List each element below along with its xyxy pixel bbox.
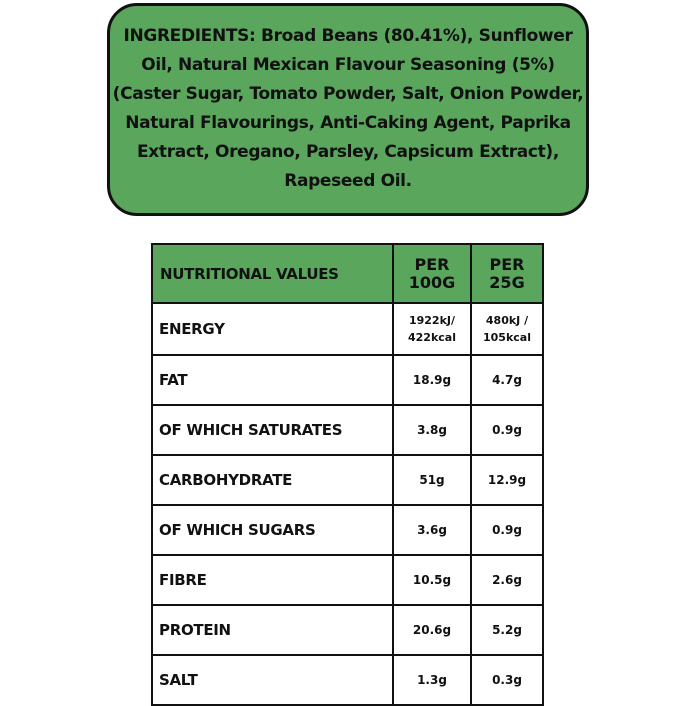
row-label: OF WHICH SUGARS bbox=[152, 505, 393, 555]
header-per-100g-line1: PER bbox=[414, 254, 450, 274]
value-per-25g: 0.9g bbox=[471, 505, 543, 555]
energy-per-100g bbox=[393, 303, 471, 355]
header-per-100g-line2: 100G bbox=[408, 272, 456, 292]
nutrition-header-row bbox=[152, 244, 543, 303]
value-per-25g: 0.9g bbox=[471, 405, 543, 455]
energy-per-100g-kcal: 422kcal bbox=[408, 331, 456, 344]
value-per-100g: 1.3g bbox=[393, 655, 471, 705]
row-label: CARBOHYDRATE bbox=[152, 455, 393, 505]
row-label: FIBRE bbox=[152, 555, 393, 605]
value-per-100g: 20.6g bbox=[393, 605, 471, 655]
value-per-25g: 5.2g bbox=[471, 605, 543, 655]
row-label: PROTEIN bbox=[152, 605, 393, 655]
energy-per-25g-kcal: 105kcal bbox=[483, 331, 531, 344]
table-row bbox=[152, 505, 543, 555]
value-per-25g: 4.7g bbox=[471, 355, 543, 405]
nutrition-table bbox=[151, 243, 544, 706]
header-per-100g bbox=[393, 244, 471, 303]
value-per-100g: 3.6g bbox=[393, 505, 471, 555]
table-row bbox=[152, 605, 543, 655]
header-per-25g-line1: PER bbox=[489, 254, 525, 274]
table-row bbox=[152, 303, 543, 355]
table-row bbox=[152, 405, 543, 455]
value-per-100g: 3.8g bbox=[393, 405, 471, 455]
row-label: ENERGY bbox=[152, 303, 393, 355]
ingredients-text: INGREDIENTS: Broad Beans (80.41%), Sunflower Oil, Natural Mexican Flavour Seasoning (5%) (Caster Sugar, Tomato Powder, Salt, Onion Powder, Natural Flavourings, Anti-Caking Agent, Paprika Extract, Oregano, Parsley, Capsicum Extract), Rapeseed Oil. bbox=[112, 25, 584, 191]
value-per-25g: 0.3g bbox=[471, 655, 543, 705]
energy-per-25g bbox=[471, 303, 543, 355]
energy-per-100g-kj: 1922kJ/ bbox=[408, 314, 456, 327]
value-per-25g: 2.6g bbox=[471, 555, 543, 605]
table-row bbox=[152, 455, 543, 505]
table-row bbox=[152, 355, 543, 405]
row-label: FAT bbox=[152, 355, 393, 405]
header-per-25g bbox=[471, 244, 543, 303]
row-label: OF WHICH SATURATES bbox=[152, 405, 393, 455]
table-row bbox=[152, 655, 543, 705]
value-per-25g: 12.9g bbox=[471, 455, 543, 505]
value-per-100g: 10.5g bbox=[393, 555, 471, 605]
ingredients-panel bbox=[107, 3, 589, 216]
header-nutritional-values: NUTRITIONAL VALUES bbox=[152, 244, 393, 303]
row-label: SALT bbox=[152, 655, 393, 705]
energy-per-25g-kj: 480kJ / bbox=[485, 314, 529, 327]
table-row bbox=[152, 555, 543, 605]
value-per-100g: 18.9g bbox=[393, 355, 471, 405]
header-per-25g-line2: 25G bbox=[489, 272, 525, 292]
value-per-100g: 51g bbox=[393, 455, 471, 505]
